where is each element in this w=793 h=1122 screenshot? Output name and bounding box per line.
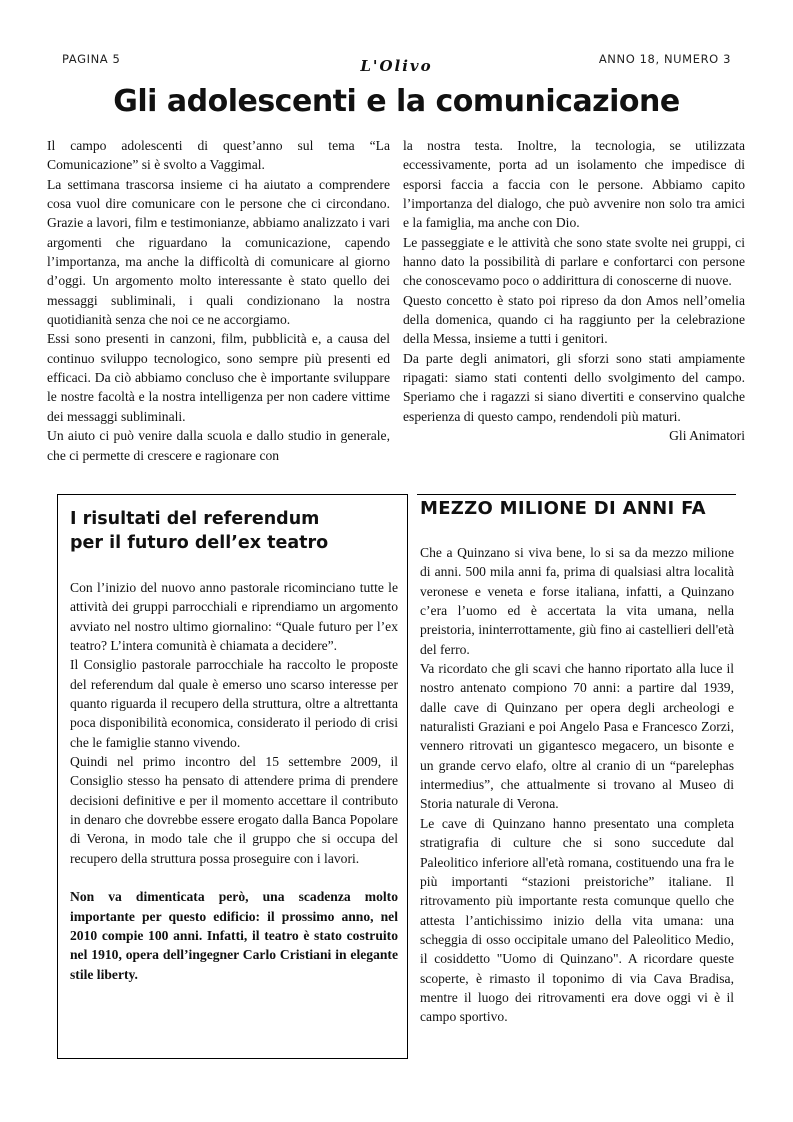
article-paragraph: Le passeggiate e le attività che sono state svolte nei gruppi, ci hanno dato la possibilità di parlare e confortarci con persone che conoscevamo poco o addirittura di conoscerne di nuove. bbox=[403, 234, 745, 289]
article-paragraph: Il campo adolescenti di quest’anno sul tema “La Comunicazione” si è svolto a Vaggimal. bbox=[47, 138, 390, 173]
article-paragraph: La settimana trascorsa insieme ci ha aiutato a comprendere cosa vuol dire comunicare con le persone che ci circondano. Grazie a lavori, film e testimonianze, abbiamo analizzato i vari argomenti che riguardano la comunicazione, capendo l’importanza, ma anche la difficoltà di comunicare al giorno d’oggi. Un argomento molto interessante è stato quello dei messaggi subliminali, i quali condizionano la nostra quotidianità senza che noi ce ne accorgiamo. bbox=[47, 176, 390, 328]
section-divider bbox=[417, 494, 736, 495]
history-body bbox=[420, 543, 734, 1027]
referendum-box bbox=[57, 494, 408, 1059]
issue-label: ANNO 18, NUMERO 3 bbox=[598, 52, 731, 66]
referendum-title-line: I risultati del referendum bbox=[70, 509, 320, 529]
referendum-title-line: per il futuro dell’ex teatro bbox=[70, 533, 329, 553]
referendum-paragraph: Con l’inizio del nuovo anno pastorale ricominciano tutte le attività dei gruppi parrocchiali e riprendiamo un argomento avviato nel nostro ultimo giornalino: “Quale futuro per l’ex teatro? L’intera comunità è chiamata a decidere”. bbox=[70, 580, 398, 654]
article-paragraph: Questo concetto è stato poi ripreso da don Amos nell’omelia della domenica, quando ci ha raggiunto per la celebrazione della Messa, insieme a tutti i genitori. bbox=[403, 292, 745, 347]
article-signature: Gli Animatori bbox=[669, 428, 745, 444]
article-column-right bbox=[403, 136, 745, 446]
article-title: Gli adolescenti e la comunicazione bbox=[113, 84, 680, 119]
article-column-left bbox=[47, 136, 390, 465]
article-paragraph: la nostra testa. Inoltre, la tecnologia, se utilizzata eccessivamente, porta ad un isolamento che impedisce di esporsi faccia a faccia con le persone. Abbiamo capito l’importanza del dialogo, che può avvenire non solo tra amici e la famiglia, ma anche con Dio. bbox=[403, 138, 745, 231]
article-paragraph: Da parte degli animatori, gli sforzi sono stati ampiamente ripagati: siamo stati contenti dello svolgimento del campo. Speriamo che i ragazzi si siano divertiti e conservino qualche esperienza di questo campo, rendendoli più maturi. bbox=[403, 350, 745, 424]
referendum-paragraph: Quindi nel primo incontro del 15 settembre 2009, il Consiglio stesso ha pensato di attendere prima di prendere decisioni definitive e per il momento accettare il contributo in denaro che dovrebbe essere erogato dalla Banca Popolare di Verona, in modo tale che il gruppo che si occupa del recupero della struttura possa proseguire con i lavori. bbox=[70, 754, 398, 866]
history-paragraph: Le cave di Quinzano hanno presentato una completa stratigrafia di culture che si sono succedute dal Paleolitico inferiore all'età romana, costituendo una fra le più importanti “stazioni preistoriche” italiane. Il ritrovamento più importante resta comunque quello che attesta l’antichissimo inizio della vita umana: una scheggia di osso occipitale umano del Paleolitico Medio, il cosiddetto "Uomo di Quinzano". A ricordare queste scoperte, è rimasto il toponimo di via Cava Bradisa, mentre il luogo dei ritrovamenti era dove oggi vi è il campo sportivo. bbox=[420, 815, 734, 1025]
masthead: L'Olivo bbox=[360, 57, 433, 75]
article-paragraph: Essi sono presenti in canzoni, film, pubblicità e, a causa del continuo sviluppo tecnologico, sono sempre più presenti ed efficaci. Da ciò abbiamo concluso che è importante sviluppare le nostre facoltà e la nostra intelligenza per non cadere vittime dei messaggi subliminali. bbox=[47, 331, 390, 424]
history-paragraph: Che a Quinzano si viva bene, lo si sa da mezzo milione di anni. 500 mila anni fa, prima di qualsiasi altra località veronese e veneta e forse italiana, infatti, a Quinzano c’era l’uomo ed è accertata la vita umana, nella preistoria, ininterrottamente, giù fino ai castellieri dell'età del ferro. bbox=[420, 545, 734, 657]
referendum-bold-note: Non va dimenticata però, una scadenza molto importante per questo edificio: il prossimo anno, nel 2010 compie 100 anni. Infatti, il teatro è stato costruito nel 1910, opera dell’ingegner Carlo Cristiani in elegante stile liberty. bbox=[70, 889, 398, 982]
referendum-paragraph: Il Consiglio pastorale parrocchiale ha raccolto le proposte del referendum dal quale è emerso uno scarso interesse per quanto riguarda il recupero della struttura, oltre a altrettanta poca disponibilità economica, considerato il periodo di crisi che le famiglie stanno vivendo. bbox=[70, 657, 398, 750]
referendum-body bbox=[70, 578, 398, 984]
referendum-title bbox=[70, 507, 400, 555]
article-paragraph: Un aiuto ci può venire dalla scuola e dallo studio in generale, che ci permette di crescere e ragionare con bbox=[47, 428, 390, 463]
history-title: MEZZO MILIONE DI ANNI FA bbox=[420, 498, 706, 519]
history-paragraph: Va ricordato che gli scavi che hanno riportato alla luce il nostro antenato compiono 70 anni: a partire dal 1939, dalle cave di Quinzano per opera degli archeologi e naturalisti Graziani e poi Angelo Pasa e Francesco Zorzi, vennero ritrovati un gigantesco megacero, un bisonte e un grande cervo elafo, oltre al cranio di un “parelephas intermedius”, che attualmente si trovano al Museo di Storia naturale di Verona. bbox=[420, 661, 734, 812]
page-number: PAGINA 5 bbox=[62, 52, 121, 66]
